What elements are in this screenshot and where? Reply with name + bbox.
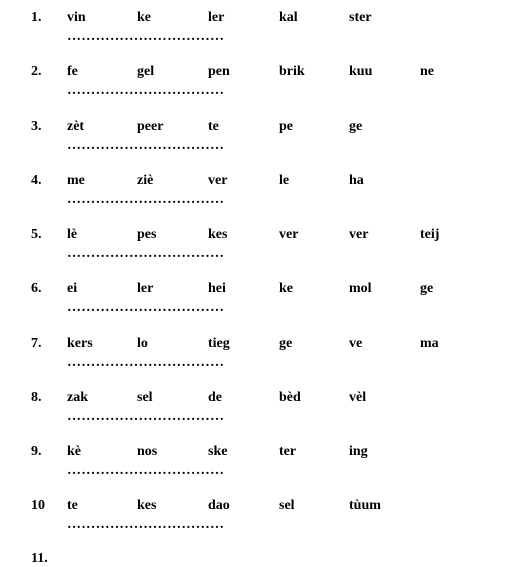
answer-line: …………………………… bbox=[67, 246, 225, 261]
syllable: pe bbox=[279, 119, 293, 134]
exercise-item-8 bbox=[0, 389, 528, 443]
answer-line: …………………………… bbox=[67, 409, 225, 424]
syllable: ver bbox=[279, 227, 299, 242]
syllable: ne bbox=[420, 64, 434, 79]
exercise-item-2 bbox=[0, 63, 528, 117]
item-number: 10 bbox=[31, 498, 45, 513]
syllable: pes bbox=[137, 227, 157, 242]
item-number: 5. bbox=[31, 227, 42, 242]
exercise-item-10 bbox=[0, 497, 528, 551]
syllable: brik bbox=[279, 64, 305, 79]
exercise-item-1 bbox=[0, 9, 528, 63]
syllable: bèd bbox=[279, 390, 301, 405]
syllable: nos bbox=[137, 444, 158, 459]
syllable: ziè bbox=[137, 173, 154, 188]
syllable: mol bbox=[349, 281, 372, 296]
item-number: 2. bbox=[31, 64, 42, 79]
syllable: ver bbox=[349, 227, 369, 242]
syllable: kè bbox=[67, 444, 81, 459]
syllable: ver bbox=[208, 173, 228, 188]
answer-line: …………………………… bbox=[67, 138, 225, 153]
syllable: ler bbox=[208, 10, 225, 25]
item-number: 7. bbox=[31, 336, 42, 351]
exercise-item-6 bbox=[0, 280, 528, 334]
answer-line: …………………………… bbox=[67, 29, 225, 44]
syllable: kal bbox=[279, 10, 298, 25]
item-number: 9. bbox=[31, 444, 42, 459]
syllable: de bbox=[208, 390, 222, 405]
exercise-item-9 bbox=[0, 443, 528, 497]
answer-line: …………………………… bbox=[67, 355, 225, 370]
syllable: ter bbox=[279, 444, 297, 459]
syllable: ve bbox=[349, 336, 363, 351]
syllable: ske bbox=[208, 444, 228, 459]
syllable: zak bbox=[67, 390, 88, 405]
syllable: te bbox=[208, 119, 219, 134]
syllable: ler bbox=[137, 281, 154, 296]
syllable: kes bbox=[137, 498, 157, 513]
item-number: 1. bbox=[31, 10, 42, 25]
syllable: ge bbox=[279, 336, 293, 351]
answer-line: …………………………… bbox=[67, 192, 225, 207]
syllable: me bbox=[67, 173, 85, 188]
syllable: fe bbox=[67, 64, 78, 79]
syllable: sel bbox=[279, 498, 295, 513]
syllable: ma bbox=[420, 336, 439, 351]
syllable: teij bbox=[420, 227, 440, 242]
syllable: te bbox=[67, 498, 78, 513]
answer-line: …………………………… bbox=[67, 83, 225, 98]
syllable: le bbox=[279, 173, 290, 188]
syllable: vin bbox=[67, 10, 86, 25]
exercise-item-5 bbox=[0, 226, 528, 280]
syllable: ge bbox=[349, 119, 363, 134]
syllable: ha bbox=[349, 173, 364, 188]
syllable: kers bbox=[67, 336, 93, 351]
item-number: 4. bbox=[31, 173, 42, 188]
syllable: tùum bbox=[349, 498, 381, 513]
exercise-item-4 bbox=[0, 172, 528, 226]
syllable: vèl bbox=[349, 390, 367, 405]
syllable: hei bbox=[208, 281, 226, 296]
syllable: dao bbox=[208, 498, 230, 513]
answer-line: …………………………… bbox=[67, 517, 225, 532]
syllable: pen bbox=[208, 64, 230, 79]
next-item-partial bbox=[31, 544, 71, 566]
item-number: 8. bbox=[31, 390, 42, 405]
syllable: ei bbox=[67, 281, 78, 296]
syllable: lo bbox=[137, 336, 148, 351]
answer-line: …………………………… bbox=[67, 300, 225, 315]
syllable: zèt bbox=[67, 119, 85, 134]
syllable: ge bbox=[420, 281, 434, 296]
syllable: tieg bbox=[208, 336, 230, 351]
syllable: gel bbox=[137, 64, 155, 79]
syllable: ke bbox=[137, 10, 151, 25]
syllable: kes bbox=[208, 227, 228, 242]
syllable: sel bbox=[137, 390, 153, 405]
syllable: lè bbox=[67, 227, 78, 242]
syllable: kuu bbox=[349, 64, 373, 79]
syllable: ing bbox=[349, 444, 368, 459]
item-number: 11. bbox=[31, 551, 48, 566]
syllable: ster bbox=[349, 10, 372, 25]
item-number: 3. bbox=[31, 119, 42, 134]
exercise-item-7 bbox=[0, 335, 528, 389]
syllable: ke bbox=[279, 281, 293, 296]
syllable: peer bbox=[137, 119, 164, 134]
exercise-item-3 bbox=[0, 118, 528, 172]
item-number: 6. bbox=[31, 281, 42, 296]
answer-line: …………………………… bbox=[67, 463, 225, 478]
